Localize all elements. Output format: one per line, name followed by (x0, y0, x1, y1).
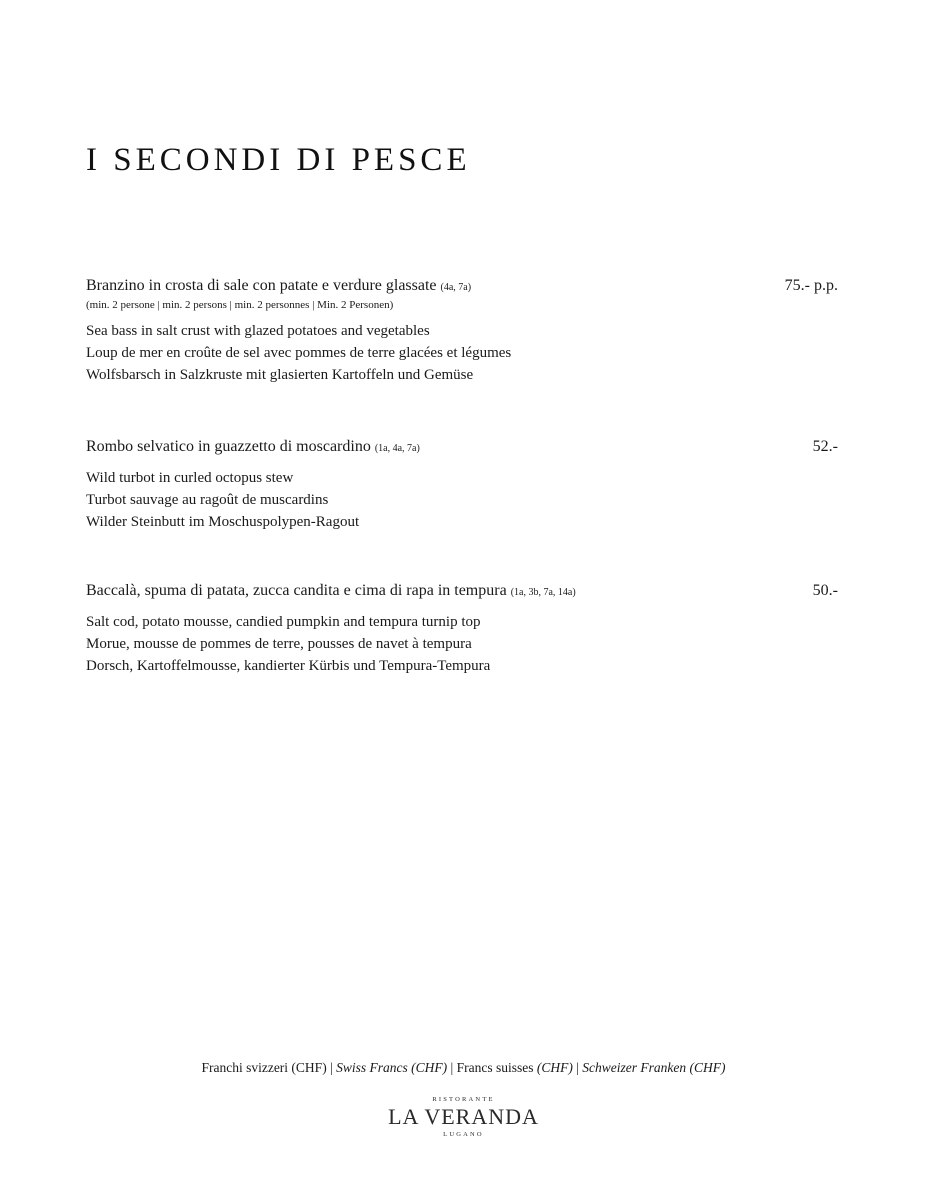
dish-name-text: Branzino in crosta di sale con patate e verdure glassate (86, 277, 437, 294)
logo-bottom-text: LUGANO (443, 1131, 484, 1138)
currency-de: Schweizer Franken (CHF) (582, 1060, 726, 1075)
dish-item (86, 580, 838, 677)
currency-it: Franchi svizzeri (CHF) (201, 1060, 327, 1075)
translation-fr: Morue, mousse de pommes de terre, pousses de navet à tempura (86, 636, 472, 652)
translation-en: Sea bass in salt crust with glazed potatoes and vegetables (86, 323, 430, 339)
dish-item (86, 275, 838, 386)
dish-price: 75.- p.p. (784, 277, 838, 294)
currency-fr-code: (CHF) (536, 1060, 573, 1075)
dish-item (86, 436, 838, 533)
currency-footer (0, 1059, 927, 1077)
separator: | (326, 1060, 337, 1075)
dish-translations (86, 320, 838, 386)
dish-header (86, 436, 838, 458)
dish-allergens: (1a, 4a, 7a) (374, 443, 420, 454)
page-title: I SECONDI DI PESCE (86, 142, 471, 178)
translation-fr: Turbot sauvage au ragoût de muscardins (86, 492, 329, 508)
logo-main-text: LA VERANDA (388, 1104, 539, 1129)
dish-name-text: Rombo selvatico in guazzetto di moscardino (86, 438, 371, 455)
separator: | (447, 1060, 457, 1075)
dish-name-text: Baccalà, spuma di patata, zucca candita e cima di rapa in tempura (86, 582, 507, 599)
dish-note: (min. 2 persone | min. 2 persons | min. 2 personnes | Min. 2 Personen) (86, 299, 394, 311)
dish-price: 50.- (812, 582, 838, 599)
currency-fr: Francs suisses (456, 1060, 537, 1075)
translation-fr: Loup de mer en croûte de sel avec pommes de terre glacées et légumes (86, 345, 512, 361)
currency-en: Swiss Francs (CHF) (336, 1060, 448, 1075)
dish-price: 52.- (812, 438, 838, 455)
dish-translations (86, 467, 838, 533)
dish-name (86, 277, 471, 294)
dish-allergens: (4a, 7a) (440, 282, 472, 293)
translation-de: Dorsch, Kartoffelmousse, kandierter Kürbis und Tempura-Tempura (86, 658, 491, 674)
translation-de: Wolfsbarsch in Salzkruste mit glasierten Kartoffeln und Gemüse (86, 367, 474, 383)
separator: | (572, 1060, 583, 1075)
restaurant-logo (0, 1095, 927, 1139)
dish-header (86, 580, 838, 602)
dish-translations (86, 611, 838, 677)
dish-header (86, 275, 838, 297)
dish-allergens: (1a, 3b, 7a, 14a) (510, 587, 576, 598)
translation-de: Wilder Steinbutt im Moschuspolypen-Ragout (86, 514, 360, 530)
dish-name (86, 438, 420, 455)
translation-en: Salt cod, potato mousse, candied pumpkin and tempura turnip top (86, 614, 481, 630)
dish-name (86, 582, 576, 599)
translation-en: Wild turbot in curled octopus stew (86, 470, 294, 486)
logo-top-text: RISTORANTE (432, 1096, 495, 1103)
